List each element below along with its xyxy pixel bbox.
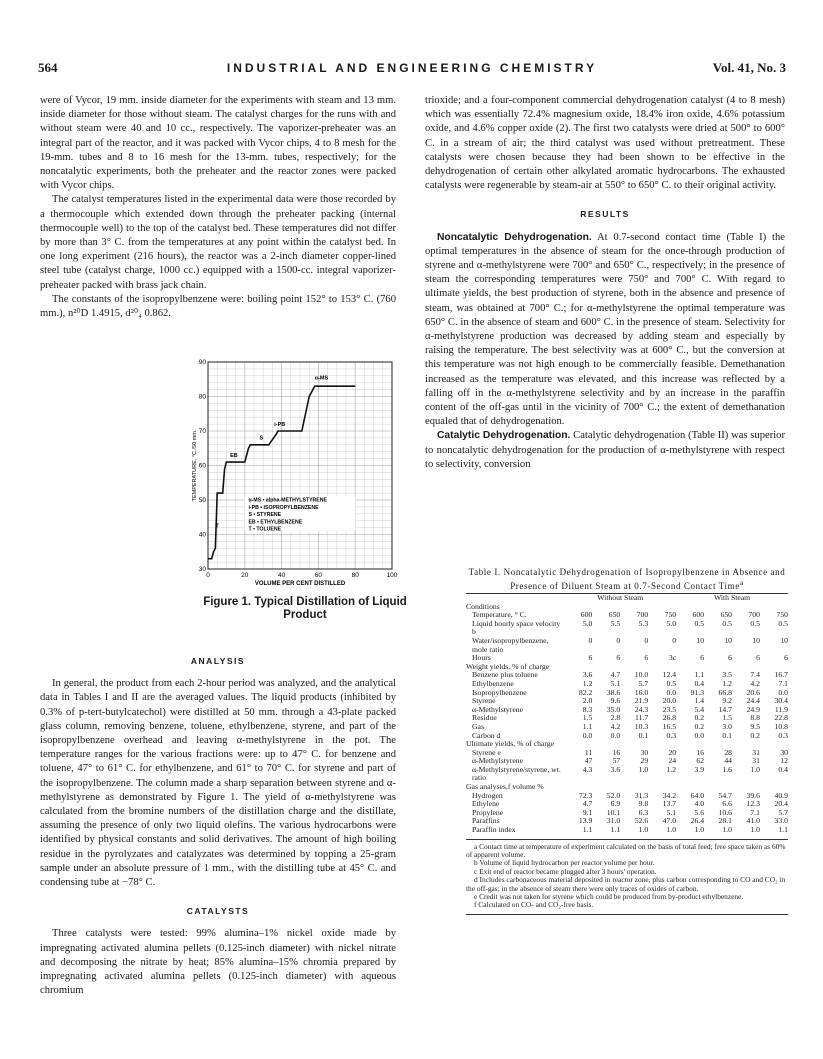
x-axis-label: VOLUME PER CENT DISTILLED — [254, 581, 346, 587]
footnote: b Volume of liquid hydrocarbon per reactor volume per hour. — [474, 858, 655, 868]
table-cell: 33.0 — [774, 816, 788, 826]
group-with-steam: With Steam — [676, 594, 788, 603]
row-label: α-Methylstyrene — [472, 756, 523, 766]
table-cell: 22.8 — [774, 713, 788, 723]
table-cell: 8.3 — [582, 704, 593, 714]
footnote: d Includes carbonaceous material deposited in reactor zone, plus carbon corresponding to CO and CO₂ in the off-gas; in the absence of steam there were only traces of oxides of carbon. — [466, 875, 786, 893]
table-cell: 0.0 — [610, 730, 621, 740]
table-cell: 54.7 — [718, 790, 732, 800]
legend-entry: T • TOLUENE — [248, 526, 282, 533]
figure-caption: Figure 1. Typical Distillation of Liquid Product — [203, 596, 407, 621]
table-cell: 7.1 — [750, 807, 760, 817]
table-cell: 4.7 — [582, 799, 593, 809]
table-cell: 31 — [752, 756, 760, 766]
table-row — [466, 792, 788, 801]
table-cell: 1.0 — [666, 825, 677, 835]
table-cell: 44 — [724, 756, 732, 766]
table-cell: 38.6 — [606, 687, 621, 697]
table-cell: 66.8 — [718, 687, 732, 697]
table-cell: 11 — [584, 747, 593, 757]
journal-title: INDUSTRIAL AND ENGINEERING CHEMISTRY — [226, 61, 598, 75]
table-cell: 0 — [644, 635, 649, 645]
left-column-top — [40, 94, 396, 321]
section-heading-results: RESULTS — [580, 209, 630, 220]
table-row — [466, 620, 788, 637]
table-cell: 23.5 — [662, 704, 677, 714]
table-cell: 0 — [616, 635, 621, 645]
table-cell: 40.9 — [774, 790, 788, 800]
curve-label: i-PB — [274, 421, 286, 428]
table-cell: 0.0 — [666, 687, 677, 697]
table-cell: 35.0 — [606, 704, 621, 714]
table-cell: 3c — [668, 653, 677, 663]
y-tick-label: 90 — [198, 359, 206, 366]
footnote: c Exit end of reactor became plugged after 3 hours' operation. — [474, 866, 657, 876]
table-cell: 12.4 — [662, 670, 677, 680]
distillation-chart — [190, 356, 400, 594]
table-cell: 72.3 — [578, 790, 593, 800]
x-tick-label: 80 — [351, 572, 359, 579]
table-cell: 47 — [584, 756, 593, 766]
table-cell: 5.7 — [778, 807, 788, 817]
row-label: Hours — [472, 653, 491, 663]
table-cell: 24.9 — [746, 704, 760, 714]
table-cell: 24.4 — [746, 696, 760, 706]
section-heading-analysis: ANALYSIS — [190, 656, 246, 666]
table-row — [466, 800, 788, 809]
table-cell: 29 — [640, 756, 649, 766]
x-tick-label: 60 — [314, 572, 323, 579]
table-cell: 9.5 — [750, 721, 760, 731]
table-title — [466, 567, 788, 591]
table-cell: 0.1 — [722, 730, 732, 740]
table-cell: 4.2 — [610, 721, 621, 731]
y-tick-label: 50 — [198, 497, 206, 504]
table-cell: 21.9 — [634, 696, 649, 706]
table-cell: 16.7 — [774, 670, 788, 680]
legend-entry: EB • ETHYLBENZENE — [248, 519, 303, 526]
table-cell: 6.9 — [610, 799, 621, 809]
group-header-row — [466, 594, 788, 603]
table-cell: 10 — [696, 635, 705, 645]
table-cell: 750 — [664, 610, 677, 620]
table-cell: 0.0 — [778, 687, 788, 697]
table-cell: 3.6 — [582, 670, 593, 680]
table-cell: 1.4 — [694, 696, 705, 706]
table-cell: 20.0 — [662, 696, 677, 706]
table-cell: 64.0 — [690, 790, 705, 800]
table-cell: 1.0 — [694, 825, 705, 835]
table-cell: 5.1 — [666, 807, 677, 817]
table-cell: 31.3 — [634, 790, 649, 800]
row-label: Gas — [472, 721, 484, 731]
x-tick-label: 0 — [206, 572, 210, 579]
table-cell: 16 — [612, 747, 621, 757]
table-row — [466, 706, 788, 715]
footnote-mark: a — [739, 577, 744, 587]
table-cell: 0 — [588, 635, 593, 645]
table-cell: 30 — [780, 747, 788, 757]
table-cell: 16.5 — [662, 721, 677, 731]
curve-label: EB — [230, 452, 238, 459]
table-cell: 700 — [636, 610, 649, 620]
table-cell: 650 — [608, 610, 621, 620]
table-row — [466, 714, 788, 723]
table-cell: 1.0 — [638, 825, 649, 835]
table-cell: 3.9 — [694, 764, 705, 774]
row-label: Paraffin index — [472, 825, 516, 835]
table-cell: 2.0 — [582, 696, 593, 706]
table-cell: 8.8 — [750, 713, 760, 723]
table-cell: 28.1 — [718, 816, 732, 826]
table-row — [466, 809, 788, 818]
table-cell: 6 — [728, 653, 732, 663]
right-column — [425, 94, 785, 472]
table-cell: 5.3 — [638, 618, 649, 628]
table-cell: 4.0 — [694, 799, 705, 809]
table-row — [466, 826, 788, 835]
row-label: Weight yields, % of charge — [466, 661, 550, 671]
table-cell: 0.3 — [666, 730, 677, 740]
table-cell: 0.3 — [778, 730, 788, 740]
x-tick-label: 100 — [386, 572, 398, 579]
table-cell: 14.7 — [718, 704, 732, 714]
table-cell: 16 — [696, 747, 705, 757]
table-cell: 52.0 — [606, 790, 621, 800]
table-cell: 16.0 — [634, 687, 649, 697]
run-in-heading: Noncatalytic Dehydrogenation. — [437, 231, 592, 243]
page-number: 564 — [38, 60, 58, 75]
table-cell: 0.5 — [778, 618, 788, 628]
table-cell: 4.2 — [750, 678, 760, 688]
group-without-steam: Without Steam — [564, 594, 676, 603]
paragraph: trioxide; and a four-component commercial dehydrogenation catalyst (4 to 8 mesh) which was essentially 72.4% magnesium oxide, 18.4% iron oxide, 4.6% potassium oxide, and 4.6% copper oxide (2). The first two catalysts were dried at 500° to 600° C. in a stream of air; the third catalyst was used without pretreatment. These catalysts were chosen because they had been shown to be effective in the dehydrogenation of certain other alkylated aromatic hydrocarbons. The exhausted catalysts were regenerable by steam-air at 550° to 650° C. to their original activity. — [425, 95, 785, 192]
legend-entry: i-PB • ISOPROPYLBENZENE — [248, 504, 319, 511]
table-cell: 10.6 — [718, 807, 732, 817]
row-label: Ethylbenzene — [472, 678, 514, 688]
curve-label: S — [259, 435, 264, 442]
table-cell: 5.7 — [638, 678, 649, 688]
table-cell: 0.4 — [778, 764, 788, 774]
left-column-bottom — [40, 640, 396, 998]
table-row — [466, 766, 788, 783]
row-label: Styrene — [472, 696, 496, 706]
paragraph: The constants of the isopropylbenzene were: boiling point 152° to 153° C. (760 mm.), n²⁰D 1.4915, d²⁰₄ 0.862. — [40, 293, 396, 320]
table-cell: 10.8 — [774, 721, 788, 731]
table-cell: 1.1 — [778, 825, 788, 835]
table-cell: 9.2 — [722, 696, 732, 706]
table-cell: 750 — [776, 610, 788, 620]
table-cell: 0.2 — [750, 730, 760, 740]
table-cell: 47.0 — [662, 816, 677, 826]
table-cell: 0 — [672, 635, 677, 645]
y-tick-label: 30 — [198, 566, 206, 573]
table-cell: 3.5 — [722, 670, 732, 680]
table-cell: 10 — [724, 635, 732, 645]
table-cell: 31.0 — [606, 816, 621, 826]
table-cell: 700 — [748, 610, 760, 620]
table-cell: 9.6 — [610, 696, 621, 706]
y-axis-label: TEMPERATURE, °C./50 mm. — [192, 429, 198, 502]
table-cell: 39.6 — [746, 790, 760, 800]
paragraph-text: At 0.7-second contact time (Table I) the optimal temperatures in the absence of steam for the once-through production of styrene and α-methylstyrene were 700° and 650° C., respectively; in the presence of steam the corresponding temperatures were 750° and 700° C. With regard to ultimate yields, the best production of styrene, both in the absence and presence of steam, was obtained at 700° C.; for α-methylstyrene the optimal temperature was 650° C. in the absence of steam and 600° C. in the presence of steam. Selectivity for α-methylstyrene production was decreased by adding steam and especially by raising the temperature. The best selectivity was at 600° C., but the conversion at this temperature was not high enough to be commercially feasible. Demethanation increased as the temperature was elevated, and this increase was reflected by a falling off in the α-methylstyrene selectivity and by an increase in the paraffin content of the off-gas until in the vicinity of 700° C.; the extent of demethanation equaled that of dehydrogenation. — [425, 231, 785, 428]
table-cell: 13.9 — [578, 816, 593, 826]
table-cell: 4.3 — [582, 764, 593, 774]
table-cell: 24 — [668, 756, 677, 766]
table-cell: 20.4 — [774, 799, 788, 809]
row-label: Styrene e — [472, 747, 501, 757]
row-label: Propylene — [472, 807, 504, 817]
table-cell: 1.1 — [582, 721, 593, 731]
figure-1 — [190, 356, 400, 594]
row-label: Residue — [472, 713, 497, 723]
table-cell: 0.1 — [638, 730, 649, 740]
table-cell: 1.5 — [722, 713, 732, 723]
row-label: Paraffins — [472, 816, 500, 826]
table-cell: 30 — [640, 747, 649, 757]
row-label: Liquid hourly space velocity b — [472, 618, 561, 637]
table-cell: 5.0 — [582, 618, 593, 628]
table-cell: 0.5 — [694, 618, 705, 628]
table-cell: 2.8 — [610, 713, 621, 723]
run-in-heading: Catalytic Dehydrogenation. — [437, 430, 571, 442]
table-cell: 31 — [752, 747, 760, 757]
table-cell: 11.7 — [635, 713, 649, 723]
paragraph: were of Vycor, 19 mm. inside diameter for the experiments with steam and 13 mm. inside diameter for those without steam. The catalyst charges for the runs with and without steam were 40 and 10 cc., respectively. The vaporizer-preheater was an integral part of the reactor, and it was packed with Vycor chips, 4 to 8 mesh for the 19-mm. tubes and 8 to 16 mesh for the 13-mm. tubes, respectively; for the noncatalytic experiments, both the preheater and the reactor zones were packed with Vycor chips. — [40, 95, 396, 192]
table-cell: 5.1 — [610, 678, 621, 688]
paragraph-noncatalytic — [425, 231, 785, 430]
table-cell: 9.1 — [582, 807, 593, 817]
paragraph: The catalyst temperatures listed in the experimental data were those recorded by a thermocouple which extended down through the preheater packing (internal thermocouple well) to the top of the catalyst bed. These temperatures did not differ by more than 3° C. from the temperatures at any point within the catalyst bed. In one long experiment (216 hours), the reactor was a 2-inch diameter copper-lined steel tube (catalyst charge, 1000 cc.) equipped with a 1500-cc. integral vaporizer-preheater packed with brass jack chain. — [40, 194, 396, 291]
table-cell: 600 — [580, 610, 593, 620]
table-cell: 20 — [668, 747, 677, 757]
row-label: α-Methylstyrene/styrene, wt. ratio — [472, 764, 561, 783]
table-cell: 7.4 — [750, 670, 760, 680]
table-1 — [466, 567, 788, 915]
table-cell: 4.7 — [610, 670, 621, 680]
table-cell: 26.8 — [662, 713, 677, 723]
table-cell: 1.1 — [694, 670, 705, 680]
y-tick-label: 70 — [198, 428, 206, 435]
table-cell: 5.6 — [694, 807, 705, 817]
table-cell: 1.0 — [750, 825, 760, 835]
curve-label: α-MS — [314, 375, 329, 382]
table-cell: 9.8 — [638, 799, 649, 809]
table-cell: 0.5 — [666, 678, 677, 688]
table-cell: 1.2 — [582, 678, 593, 688]
x-tick-label: 20 — [241, 572, 249, 579]
y-tick-label: 60 — [198, 462, 206, 470]
data-table — [466, 593, 788, 835]
page-header — [38, 60, 786, 80]
row-label: Carbon d — [472, 730, 501, 740]
table-cell: 1.1 — [582, 825, 593, 835]
table-cell: 0.2 — [694, 713, 705, 723]
catalysts-text: Three catalysts were tested: 99% alumina–1% nickel oxide made by impregnating activated alumina pellets (0.125-inch diameter) with nickel nitrate and decomposing the nitrate by heat; 85% alumina–15% chromia prepared by impregnating activated alumina pellets (0.125-inch diameter) with aqueous chromium — [40, 928, 396, 997]
table-cell: 12 — [780, 756, 788, 766]
table-cell: 1.1 — [610, 825, 621, 835]
table-cell: 0.0 — [582, 730, 593, 740]
table-cell: 3.6 — [610, 764, 621, 774]
table-cell: 5.5 — [610, 618, 621, 628]
table-cell: 82.2 — [578, 687, 593, 697]
table-cell: 1.2 — [666, 764, 677, 774]
table-cell: 0.2 — [694, 721, 705, 731]
row-label: Temperature, ° C. — [472, 610, 527, 620]
footnote: f Calculated on CO- and CO₂-free basis. — [474, 900, 594, 910]
table-cell: 6 — [644, 653, 649, 663]
table-cell: 6 — [784, 653, 788, 663]
table-cell: 0.5 — [722, 618, 732, 628]
table-cell: 5.0 — [666, 618, 677, 628]
table-cell: 10.0 — [634, 670, 649, 680]
table-cell: 34.2 — [662, 790, 677, 800]
row-label: Conditions — [466, 601, 500, 611]
table-row — [466, 723, 788, 732]
table-row — [466, 740, 788, 749]
table-cell: 7.1 — [778, 678, 788, 688]
table-cell: 5.4 — [694, 704, 705, 714]
table-cell: 1.0 — [722, 825, 732, 835]
row-label: Hydrogen — [472, 790, 503, 800]
table-cell: 6 — [756, 653, 760, 663]
paragraph-catalytic — [425, 429, 785, 472]
table-cell: 3.0 — [722, 721, 732, 731]
table-cell: 0.4 — [694, 678, 705, 688]
table-cell: 1.6 — [722, 764, 732, 774]
y-tick-label: 40 — [198, 531, 206, 539]
x-tick-label: 40 — [277, 572, 286, 579]
row-label: α-Methylstyrene — [472, 704, 523, 714]
table-cell: 10.1 — [606, 807, 621, 817]
table-cell: 6.6 — [722, 799, 732, 809]
table-cell: 57 — [612, 756, 621, 766]
row-label: Gas analyses,f volume % — [466, 782, 544, 792]
row-label: Ultimate yields, % of charge — [466, 739, 555, 749]
section-heading-catalysts: CATALYSTS — [186, 906, 250, 917]
row-label: Ethylene — [472, 799, 500, 809]
table-cell: 91.3 — [690, 687, 705, 697]
row-label: Water/isopropylbenzene, mole ratio — [472, 635, 549, 654]
table-title-text: Table I. Noncatalytic Dehydrogenation of Isopropylbenzene in Absence and Presence of Diluent Steam at 0.7-Second Contact Time — [468, 567, 786, 591]
table-cell: 6.3 — [638, 807, 649, 817]
legend-entry: S • STYRENE — [248, 512, 282, 519]
row-label: Isopropylbenzene — [472, 687, 527, 697]
table-cell: 1.5 — [582, 713, 593, 723]
table-cell: 1.0 — [638, 764, 649, 774]
table-cell: 0.0 — [694, 730, 705, 740]
table-cell: 52.6 — [634, 816, 649, 826]
table-cell: 11.9 — [774, 704, 788, 714]
table-cell: 28 — [724, 747, 732, 757]
table-cell: 6 — [700, 653, 705, 663]
row-label: Benzene plus toluene — [472, 670, 538, 680]
table-cell: 10.3 — [634, 721, 649, 731]
table-cell: 1.2 — [722, 678, 732, 688]
table-cell: 600 — [692, 610, 705, 620]
table-cell: 41.0 — [746, 816, 760, 826]
table-cell: 10 — [752, 635, 760, 645]
table-cell: 26.4 — [690, 816, 705, 826]
table-row — [466, 671, 788, 680]
y-tick-label: 80 — [198, 393, 206, 401]
footnote: a Contact time at temperature of experiment calculated on the basis of total feed; free space taken as 60% of apparent volume. — [466, 841, 786, 860]
table-cell: 650 — [720, 610, 732, 620]
table-row — [466, 689, 788, 698]
table-row — [466, 637, 788, 654]
table-cell: 20.6 — [746, 687, 760, 697]
table-cell: 1.0 — [750, 764, 760, 774]
table-cell: 24.3 — [634, 704, 649, 714]
footnote: e Credit was not taken for styrene which could be produced from by-product ethylbenzene. — [474, 892, 744, 902]
table-cell: 13.7 — [662, 799, 677, 809]
table-row — [466, 783, 788, 792]
legend-entry: α-MS • alpha-METHYLSTYRENE — [248, 497, 327, 504]
analysis-text: In general, the product from each 2-hour period was analyzed, and the analytical data in Tables I and II are the averaged values. The liquid products (inhibited by 0.3% of p-tert-butylcatechol) were distilled at 50 mm. through a 43-plate packed glass column, removing benzene, toluene, ethylbenzene, styrene, and part of the isopropylbenzene overhead and leaving α-methylstyrene in the pot. The temperature ranges for the various fractions were: up to 47° C. for benzene and toluene, 47° to 61° C. for ethylbenzene, and 61° to 70° C. for styrene and part of the isopropylbenzene. The column made a sharp separation between styrene and α-methylstyrene as demonstrated by Figure 1. The yield of α-methylstyrene was calculated from the bromine numbers of the distillation charge and the distillate, assuming the presence of only two liquid olefins. The various hydrocarbons were identified by physical constants and solid derivatives. The amount of high boiling residue in the pyrolyzates and catalyzates was determined by topping a 25-gram sample under an absolute pressure of 1 mm., with the distilling tube at 45° C. and condensing tube at −78° C. — [40, 678, 396, 889]
table-cell: 62 — [696, 756, 705, 766]
table-cell: 12.3 — [746, 799, 760, 809]
table-cell: 6 — [588, 653, 593, 663]
paragraph-text: Catalytic dehydrogenation (Table II) was superior to noncatalytic dehydrogenation for the production of α-methylstyrene with respect to selectivity, conversion — [425, 430, 785, 470]
table-cell: 0.5 — [750, 618, 760, 628]
table-footnotes — [466, 839, 788, 910]
volume-info: Vol. 41, No. 3 — [712, 60, 786, 75]
table-cell: 6 — [616, 653, 621, 663]
curve-label: T — [215, 523, 219, 530]
table-cell: 30.4 — [774, 696, 788, 706]
table-cell: 10 — [780, 635, 788, 645]
